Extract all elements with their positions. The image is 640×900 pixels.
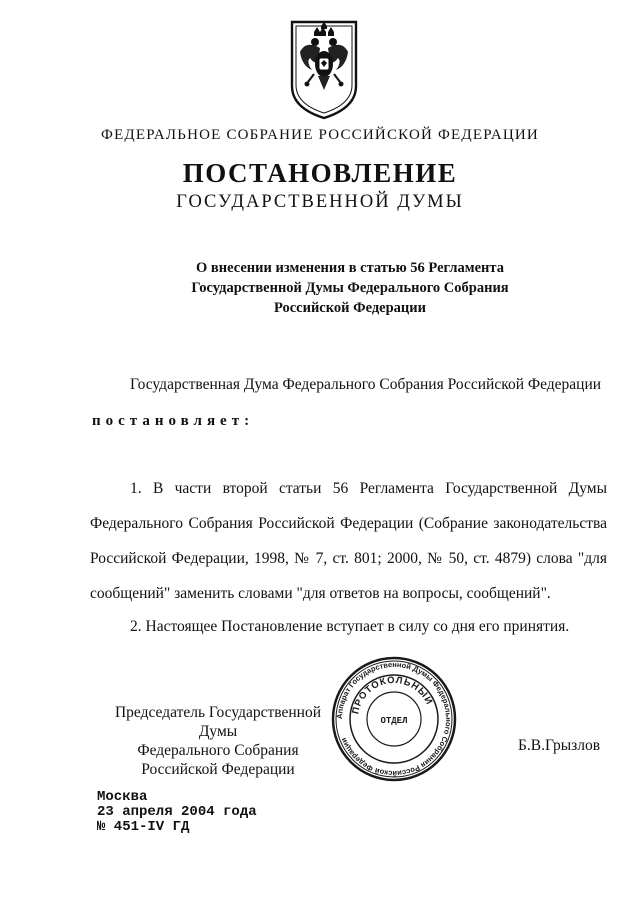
signatory-title (98, 703, 338, 779)
document-type-title: ПОСТАНОВЛЕНИЕ (182, 158, 458, 188)
signatory-title-line: Федерального Собрания (137, 742, 299, 759)
official-stamp-icon (330, 655, 458, 783)
signatory-title-line: Российской Федерации (141, 761, 295, 778)
document-footer (97, 790, 257, 835)
footer-date: 23 апреля 2004 года (97, 804, 257, 820)
stamp-middle-text: ПРОТОКОЛЬНЫЙ (350, 674, 435, 716)
footer-city: Москва (97, 789, 148, 805)
stamp-outer-text: Аппарат Государственной Думы Федерального Собрания Российской Федерации (334, 659, 454, 779)
stamp-inner-text: ОТДЕЛ (380, 716, 408, 726)
subject-line: Государственной Думы Федерального Собрания (191, 280, 509, 296)
paragraph-2: 2. Настоящее Постановление вступает в силу со дня его принятия. (130, 618, 570, 635)
resolves-word: постановляет: (92, 413, 255, 429)
footer-number: № 451-IV ГД (97, 819, 190, 835)
subject-line: Российской Федерации (273, 300, 426, 316)
preamble-text: Государственная Дума Федерального Собрания Российской Федерации (130, 376, 602, 393)
paragraph-1: 1. В части второй статьи 56 Регламента Государственной Думы Федерального Собрания Российской Федерации (Собрание законодательства Российской Федерации, 1998, № 7, ст. 801; 2000, № 50, ст. 4879) слова "для сообщений" заменить словами "для ответов на вопросы, сообщений". (90, 480, 607, 602)
signatory-name: Б.В.Грызлов (518, 737, 601, 754)
svg-text:ПРОТОКОЛЬНЫЙ (350, 675, 435, 715)
subject-line: О внесении изменения в статью 56 Регламента (196, 260, 504, 276)
signatory-title-line: Председатель Государственной Думы (114, 704, 322, 740)
organization-header: ФЕДЕРАЛЬНОЕ СОБРАНИЕ РОССИЙСКОЙ ФЕДЕРАЦИИ (101, 127, 539, 143)
coat-of-arms-icon (288, 18, 360, 122)
issuer-title: ГОСУДАРСТВЕННОЙ ДУМЫ (176, 192, 464, 212)
document-subject (150, 258, 550, 318)
